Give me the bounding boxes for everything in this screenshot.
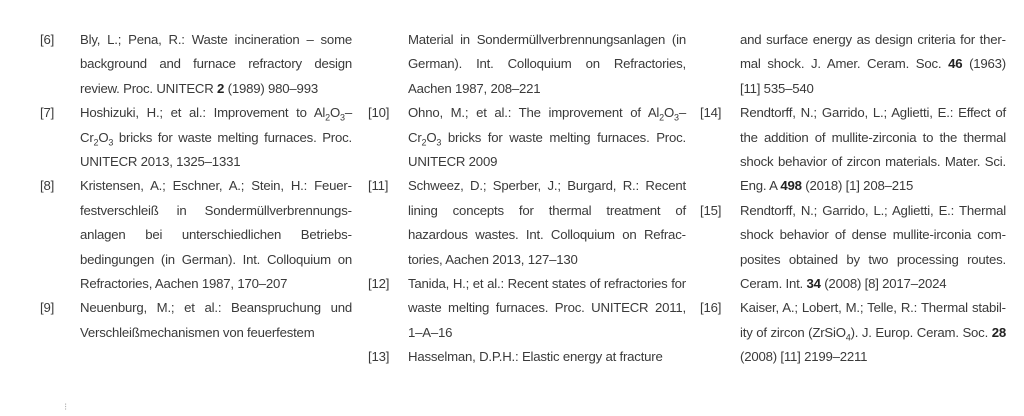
reference-text-segment: O <box>329 105 341 121</box>
subscript: 2 <box>325 112 330 123</box>
subscript: 3 <box>674 112 679 123</box>
reference-text <box>740 296 1006 369</box>
reference-text-segment: Schweez, D.; Sperber, J.; Burgard, R.: Recent lining concepts for thermal treatment of hazardous wastes. Int. Colloquium on Refractories, Aachen 2013, 127–130 <box>408 178 686 267</box>
reference-number: [16] <box>700 300 722 316</box>
reference-text <box>80 101 352 174</box>
reference-text-segment: bricks for waste melting furnaces. Proc. UNITECR 2013, 1325–1331 <box>80 129 352 170</box>
subscript: 4 <box>845 332 851 343</box>
reference-text-segment: and surface energy as design criteria for thermal shock. J. Amer. Ceram. Soc. <box>740 32 1006 72</box>
reference-text-segment: bricks for waste melting furnaces. Proc. UNITECR 2009 <box>408 129 686 170</box>
reference-continuation <box>368 28 686 101</box>
reference-column-3 <box>700 28 1006 370</box>
reference-item <box>700 101 1006 199</box>
reference-item <box>700 296 1006 369</box>
reference-text-segment: Material in Sondermüllverbrennungsanlagen (in German). Int. Colloquium on Refractories, Aachen 1987, 208–221 <box>408 32 686 96</box>
reference-text <box>740 199 1006 297</box>
reference-number: [6] <box>40 32 55 47</box>
volume-number: 2 <box>217 80 225 96</box>
subscript: 2 <box>93 137 99 148</box>
reference-number: [12] <box>368 276 390 292</box>
reference-text-segment: –Cr <box>80 105 352 145</box>
volume-number: 28 <box>991 324 1006 340</box>
subscript: 3 <box>340 112 345 123</box>
reference-item <box>368 272 686 345</box>
reference-number: [14] <box>700 105 722 121</box>
reference-text-segment: Kaiser, A.; Lobert, M.; Telle, R.: Thermal stability of zircon (ZrSiO <box>740 300 1006 340</box>
reference-text-segment: (2008) [11] 2199–2211 <box>740 349 868 365</box>
reference-text <box>408 345 686 369</box>
reference-text <box>408 174 686 272</box>
reference-item <box>40 28 352 101</box>
volume-number: 498 <box>780 178 802 194</box>
reference-text <box>740 101 1006 199</box>
reference-item <box>40 174 352 296</box>
reference-number: [10] <box>368 105 390 121</box>
subscript: 2 <box>659 112 664 123</box>
reference-text <box>408 272 686 345</box>
reference-text-segment: Hasselman, D.P.H.: Elastic energy at fracture <box>408 349 663 365</box>
reference-text-segment: Rendtorff, N.; Garrido, L.; Aglietti, E.: Effect of the addition of mullite-zirconia to the thermal shock behavior of zircon materials. Mater. Sci. Eng. A <box>740 105 1006 194</box>
reference-text-segment: Neuenburg, M.; et al.: Beanspruchung und Verschleißmechanismen von feuerfestem <box>80 300 352 340</box>
reference-text-segment: (1963) [11] 535–540 <box>740 56 1006 96</box>
reference-number: [15] <box>700 202 722 218</box>
reference-number: [13] <box>368 349 390 365</box>
reference-text-segment: Tanida, H.; et al.: Recent states of refractories for waste melting furnaces. Proc. UNITECR 2011, 1–A–16 <box>408 276 686 340</box>
reference-item <box>368 345 686 369</box>
reference-item <box>368 174 686 272</box>
reference-text-segment: (1989) 980–993 <box>224 80 318 96</box>
reference-text <box>80 174 352 296</box>
subscript: 2 <box>421 137 427 148</box>
reference-column-1 <box>40 28 352 345</box>
subscript: 3 <box>108 137 114 148</box>
reference-item <box>40 101 352 174</box>
volume-number: 46 <box>948 56 963 72</box>
reference-text-segment: Ohno, M.; et al.: The improvement of Al <box>408 105 660 121</box>
reference-text-segment: Kristensen, A.; Eschner, A.; Stein, H.: Feuerfestverschleiß in Sondermüllverbrennungsanlagen bei unterschiedlichen Betriebsbedingungen (in German). Int. Colloquium on Refractories, Aachen 1987, 170–207 <box>80 178 352 292</box>
reference-number: [8] <box>40 178 55 194</box>
reference-text-segment: (2008) [8] 2017–2024 <box>820 276 947 292</box>
reference-item <box>368 101 686 174</box>
reference-text-segment: O <box>663 105 675 121</box>
reference-text <box>80 28 352 101</box>
reference-number: [9] <box>40 300 55 316</box>
scan-artifact: ⁝ <box>64 402 68 413</box>
reference-text-segment: –Cr <box>408 105 686 145</box>
reference-text-segment: Hoshizuki, H.; et al.: Improvement to Al <box>80 105 326 121</box>
reference-column-2 <box>368 28 686 370</box>
reference-text-segment: O <box>98 129 109 145</box>
reference-text <box>80 296 352 345</box>
reference-text-segment: Bly, L.; Pena, R.: Waste incineration – some background and furnace refractory design review. Proc. UNITECR <box>80 32 352 96</box>
reference-text-segment: ). J. Europ. Ceram. Soc. <box>850 324 992 340</box>
reference-text-segment: (2018) [1] 208–215 <box>801 178 914 194</box>
reference-item <box>40 296 352 345</box>
volume-number: 34 <box>806 276 821 292</box>
reference-number: [7] <box>40 105 55 121</box>
subscript: 3 <box>436 137 442 148</box>
reference-number: [11] <box>368 178 389 194</box>
reference-text <box>408 101 686 174</box>
reference-text-segment: O <box>426 129 437 145</box>
reference-continuation <box>700 28 1006 101</box>
reference-text-segment: Rendtorff, N.; Garrido, L.; Aglietti, E.: Thermal shock behavior of dense mullite-irconia composites obtained by two processing routes. Ceram. Int. <box>740 202 1006 292</box>
reference-item <box>700 199 1006 297</box>
